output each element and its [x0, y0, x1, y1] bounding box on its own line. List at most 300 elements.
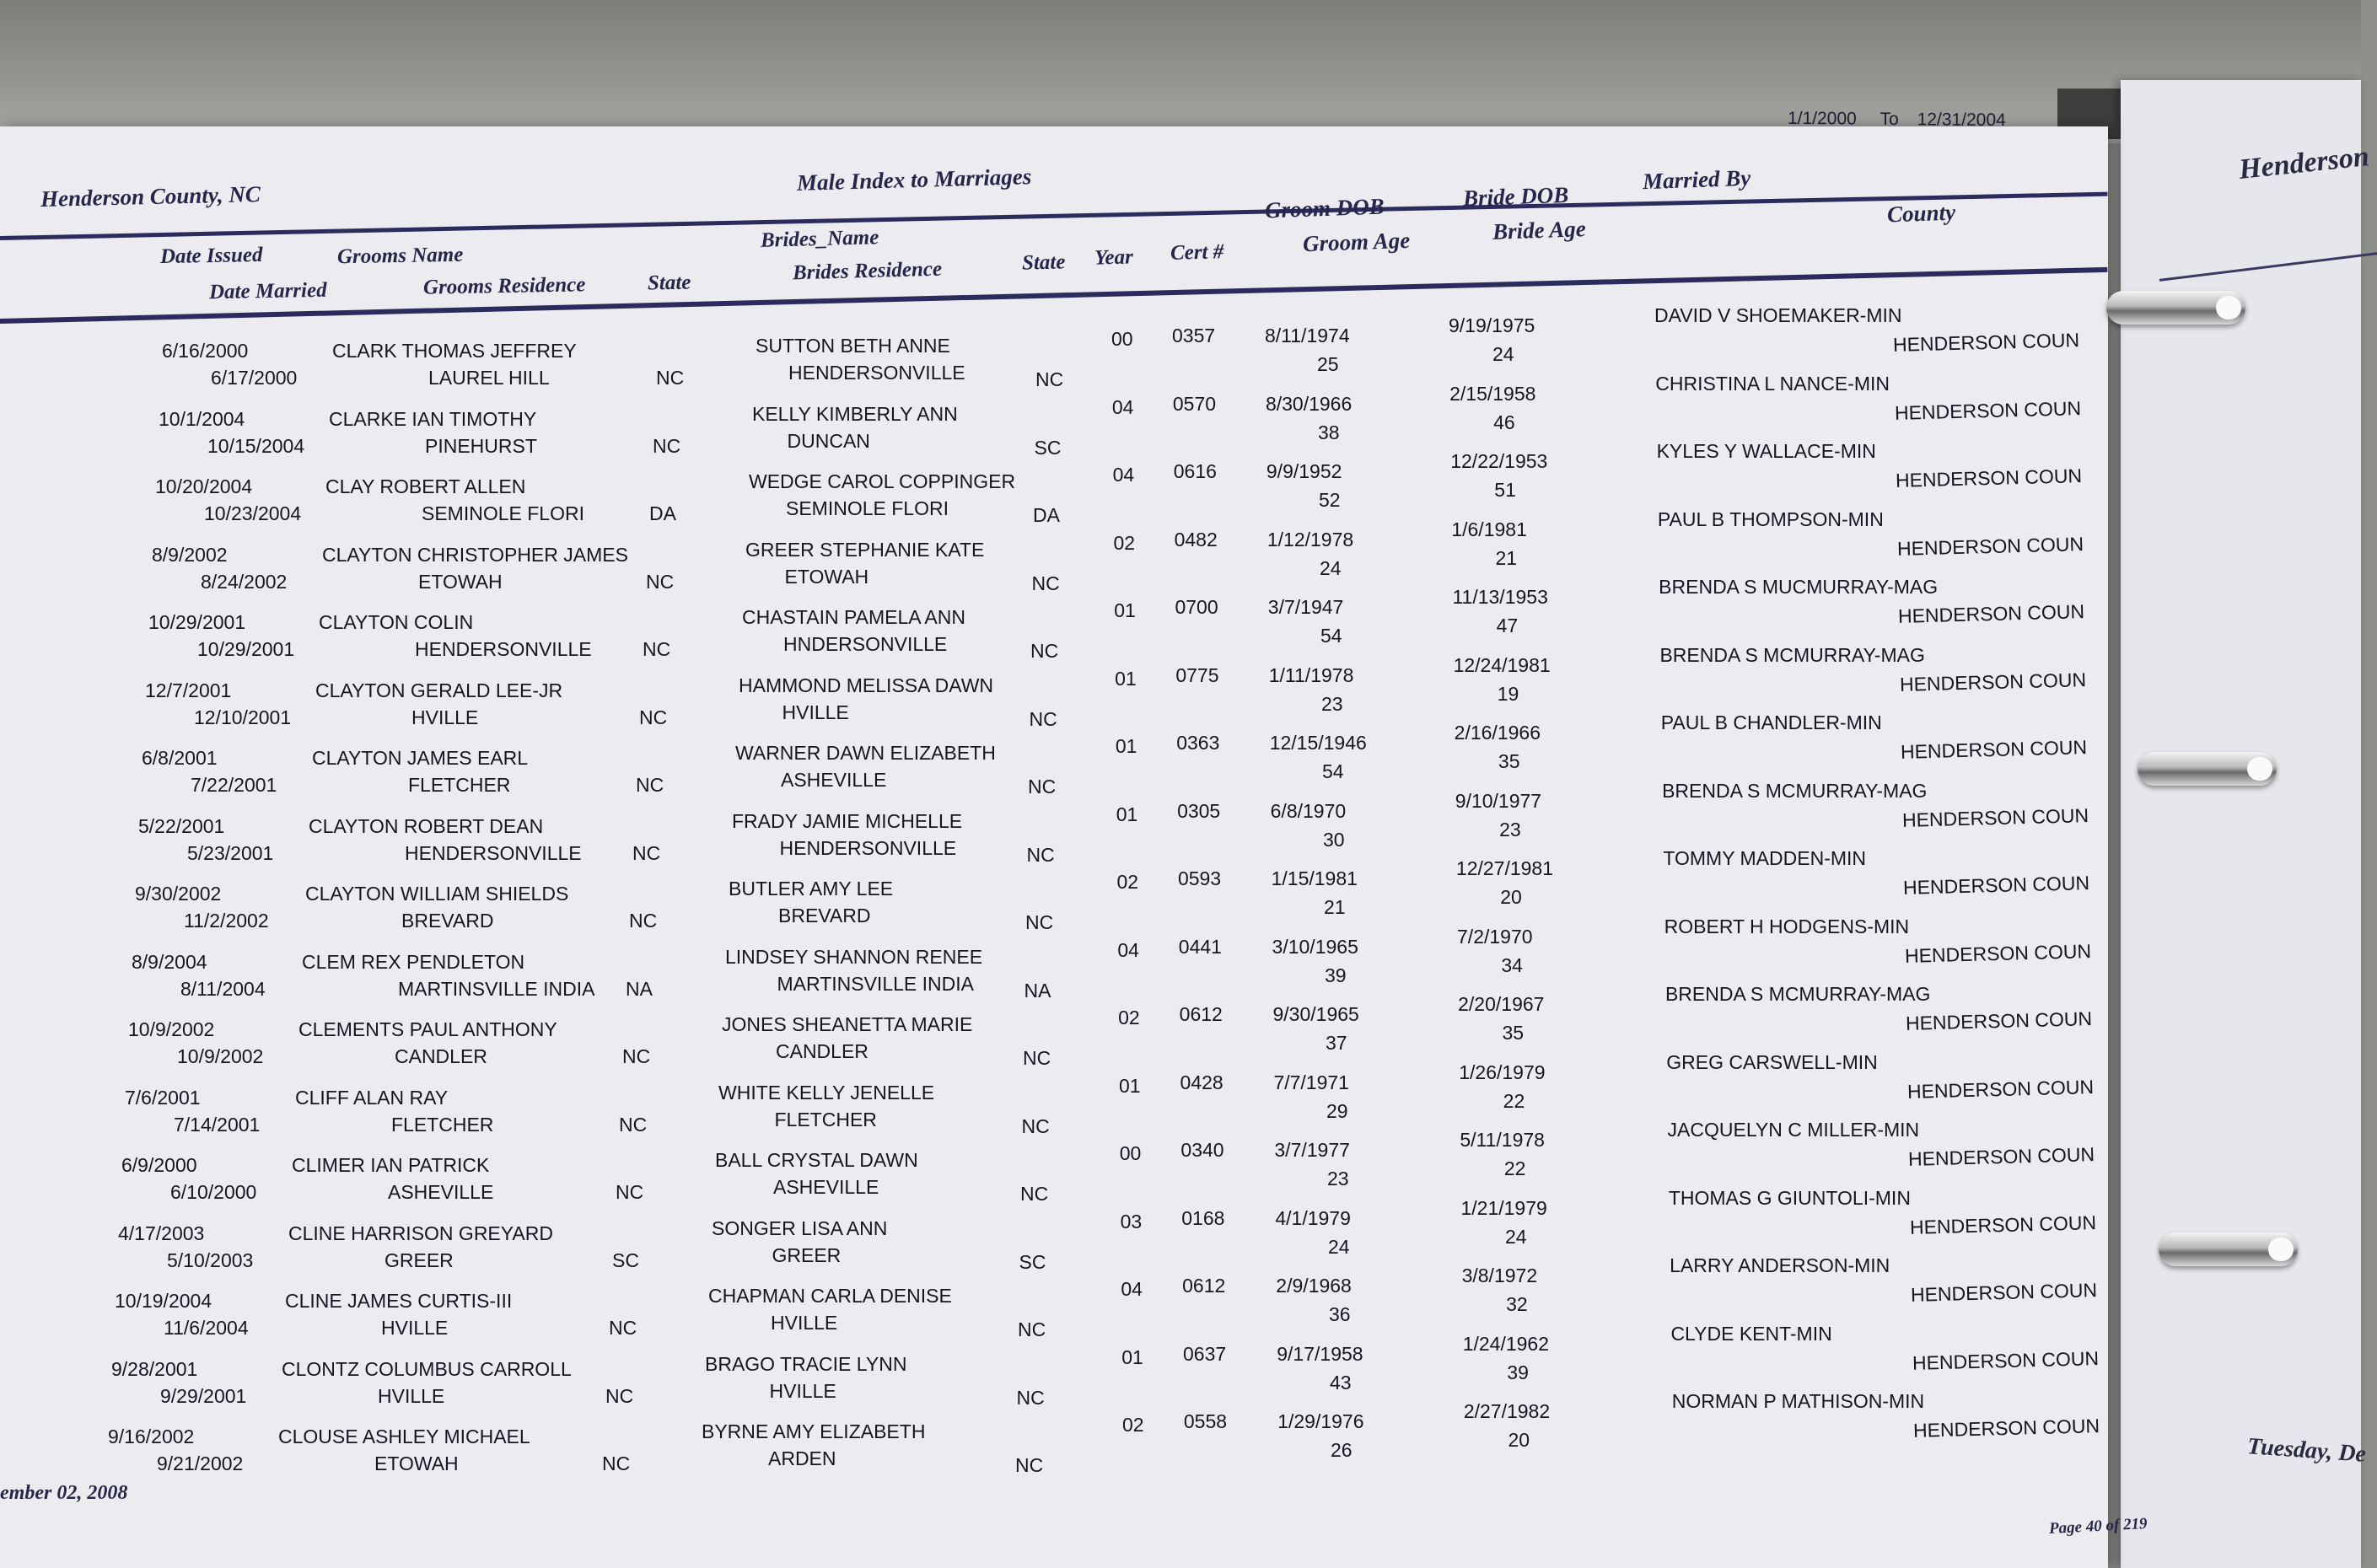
date-married: 10/23/2004	[204, 502, 302, 524]
bride-dob: 1/6/1981	[1451, 518, 1527, 540]
groom-name: CLIFF ALAN RAY	[295, 1086, 449, 1109]
bride-state: NC	[1016, 1386, 1045, 1409]
bride-residence: SEMINOLE FLORI	[786, 497, 949, 519]
date-issued: 4/17/2003	[118, 1222, 205, 1244]
bride-name: WEDGE CAROL COPPINGER	[749, 470, 1016, 492]
county: HENDERSON COUN	[1912, 1415, 2100, 1442]
date-issued: 8/9/2004	[132, 950, 207, 973]
bride-state: NC	[1031, 572, 1060, 594]
bride-name: CHAPMAN CARLA DENISE	[708, 1285, 952, 1307]
groom-dob: 2/9/1968	[1276, 1275, 1352, 1297]
groom-age: 29	[1326, 1099, 1348, 1122]
groom-state: NC	[619, 1113, 648, 1136]
bride-state: NC	[1020, 1183, 1049, 1205]
groom-name: CLAYTON GERALD LEE-JR	[315, 679, 563, 701]
bride-state: DA	[1033, 504, 1060, 526]
bride-name: HAMMOND MELISSA DAWN	[739, 674, 994, 696]
groom-dob: 9/30/1965	[1272, 1003, 1359, 1025]
bride-dob: 7/2/1970	[1457, 925, 1533, 948]
bride-age: 19	[1497, 682, 1519, 705]
col-bride-age: Bride Age	[1492, 216, 1587, 244]
groom-residence: ETOWAH	[374, 1453, 459, 1474]
groom-age: 52	[1318, 489, 1341, 511]
year: 01	[1115, 667, 1137, 690]
bride-residence: FLETCHER	[774, 1108, 877, 1130]
cert-number: 0340	[1180, 1139, 1224, 1161]
cert-number: 0168	[1181, 1206, 1225, 1229]
date-married: 7/14/2001	[174, 1113, 261, 1136]
county: HENDERSON COUN	[1910, 1279, 2098, 1306]
groom-dob: 1/11/1978	[1268, 663, 1354, 686]
county: HENDERSON COUN	[1897, 600, 2085, 627]
married-by: GREG CARSWELL-MIN	[1666, 1050, 1878, 1073]
year: 04	[1121, 1278, 1143, 1300]
groom-state: SC	[612, 1248, 639, 1271]
cert-number: 0558	[1183, 1410, 1228, 1432]
bride-age: 34	[1501, 953, 1523, 976]
date-issued: 10/20/2004	[155, 475, 253, 497]
date-married: 5/23/2001	[187, 841, 274, 864]
print-date: ember 02, 2008	[0, 1482, 128, 1504]
bride-age: 24	[1492, 343, 1514, 365]
date-married: 9/29/2001	[160, 1384, 247, 1407]
groom-name: CLEMENTS PAUL ANTHONY	[298, 1018, 557, 1040]
bride-dob: 11/13/1953	[1452, 586, 1548, 608]
date-issued: 9/28/2001	[111, 1357, 198, 1380]
groom-state: NC	[646, 570, 675, 593]
married-by: DAVID V SHOEMAKER-MIN	[1654, 304, 1902, 326]
groom-name: CLONTZ COLUMBUS CARROLL	[282, 1357, 572, 1380]
bride-age: 23	[1499, 818, 1521, 840]
date-range	[1788, 109, 2006, 131]
col-cert: Cert #	[1170, 240, 1224, 265]
bride-state: NC	[1030, 640, 1059, 662]
county: HENDERSON COUN	[1909, 1211, 2096, 1238]
married-by: PAUL B THOMPSON-MIN	[1657, 507, 1884, 530]
date-married: 11/6/2004	[164, 1317, 249, 1339]
date-married: 6/17/2000	[211, 367, 298, 389]
bride-age: 21	[1495, 546, 1518, 569]
cert-number: 0612	[1179, 1003, 1223, 1025]
cert-number: 0482	[1174, 528, 1218, 550]
groom-residence: HVILLE	[411, 706, 479, 728]
county: HENDERSON COUN	[1907, 1143, 2095, 1170]
groom-age: 39	[1324, 964, 1347, 986]
bride-name: KELLY KIMBERLY ANN	[752, 402, 958, 425]
year: 04	[1117, 938, 1139, 961]
groom-age: 37	[1325, 1032, 1347, 1054]
bride-name: FRADY JAMIE MICHELLE	[732, 809, 963, 832]
col-year: Year	[1094, 245, 1134, 270]
county-title: Henderson County, NC	[40, 181, 261, 212]
groom-state: NC	[656, 367, 685, 389]
page-title: Male Index to Marriages	[796, 164, 1032, 196]
groom-residence: PINEHURST	[425, 434, 537, 457]
county: HENDERSON COUN	[1905, 1007, 2093, 1034]
year: 02	[1113, 531, 1136, 554]
date-married: 10/15/2004	[207, 434, 305, 457]
ledger-page	[0, 108, 2148, 1568]
year: 00	[1111, 328, 1133, 350]
date-issued: 6/8/2001	[142, 747, 218, 769]
groom-age: 30	[1322, 828, 1345, 851]
bride-name: JONES SHEANETTA MARIE	[722, 1013, 973, 1035]
date-issued: 10/29/2001	[148, 611, 246, 633]
bride-dob: 2/20/1967	[1458, 993, 1545, 1015]
groom-dob: 7/7/1971	[1273, 1071, 1349, 1093]
groom-name: CLEM REX PENDLETON	[302, 950, 525, 973]
year: 04	[1111, 395, 1134, 418]
col-groom-dob: Groom DOB	[1264, 193, 1385, 223]
year: 02	[1122, 1414, 1144, 1436]
groom-age: 23	[1320, 692, 1343, 715]
groom-dob: 1/12/1978	[1266, 528, 1354, 550]
groom-dob: 9/17/1958	[1277, 1342, 1363, 1365]
groom-name: CLOUSE ASHLEY MICHAEL	[278, 1426, 530, 1447]
married-by: BRENDA S MCMURRAY-MAG	[1659, 643, 1925, 666]
married-by: CHRISTINA L NANCE-MIN	[1655, 372, 1890, 395]
county: HENDERSON COUN	[1896, 532, 2084, 560]
date-married: 11/2/2002	[184, 910, 269, 932]
groom-age: 24	[1327, 1235, 1350, 1258]
groom-state: DA	[649, 502, 676, 524]
date-married: 8/24/2002	[201, 570, 288, 593]
bride-dob: 12/22/1953	[1450, 450, 1548, 472]
groom-residence: MARTINSVILLE INDIA	[398, 977, 595, 1000]
bride-residence: ETOWAH	[784, 565, 869, 588]
bride-age: 20	[1508, 1429, 1530, 1451]
groom-name: CLAY ROBERT ALLEN	[325, 475, 526, 497]
bride-residence: DUNCAN	[787, 429, 870, 452]
married-by: KYLES Y WALLACE-MIN	[1656, 440, 1876, 462]
year: 01	[1121, 1345, 1143, 1368]
bride-name: SUTTON BETH ANNE	[756, 335, 950, 357]
bride-dob: 9/10/1977	[1455, 789, 1542, 812]
bride-name: CHASTAIN PAMELA ANN	[742, 606, 965, 628]
year: 00	[1119, 1142, 1142, 1164]
date-married: 10/29/2001	[197, 638, 295, 660]
bride-dob: 5/11/1978	[1460, 1129, 1545, 1151]
county: HENDERSON COUN	[1900, 736, 2088, 763]
bride-state: NC	[1015, 1454, 1044, 1476]
groom-residence: GREER	[385, 1248, 454, 1271]
groom-state: NC	[629, 910, 658, 932]
col-date-married: Date Married	[208, 278, 327, 304]
col-county: County	[1886, 199, 1956, 228]
bride-name: LINDSEY SHANNON RENEE	[725, 945, 983, 968]
next-page-footer: Tuesday, De	[2246, 1433, 2367, 1468]
groom-age: 23	[1326, 1168, 1349, 1189]
bride-dob: 2/27/1982	[1463, 1400, 1551, 1422]
cert-number: 0305	[1177, 799, 1221, 822]
col-bride-dob: Bride DOB	[1462, 181, 1569, 212]
groom-age: 36	[1328, 1303, 1351, 1325]
bride-state: NC	[1029, 707, 1057, 730]
groom-age: 43	[1329, 1371, 1352, 1393]
groom-state: NC	[616, 1181, 644, 1203]
bride-state: NC	[1026, 843, 1055, 866]
bride-residence: HVILLE	[771, 1312, 838, 1334]
date-issued: 10/1/2004	[159, 407, 245, 430]
cert-number: 0441	[1178, 935, 1222, 958]
groom-age: 26	[1330, 1439, 1353, 1461]
date-married: 8/11/2004	[180, 977, 266, 1000]
bride-age: 20	[1500, 886, 1522, 908]
date-married: 12/10/2001	[194, 706, 292, 728]
page-number: Page 40 of 219	[2048, 1514, 2148, 1538]
county: HENDERSON COUN	[1894, 396, 2081, 424]
groom-state: NC	[639, 706, 668, 728]
groom-residence: HENDERSONVILLE	[415, 638, 592, 660]
year: 04	[1112, 464, 1135, 486]
bride-state: SC	[1034, 436, 1062, 459]
bride-residence: ASHEVILLE	[781, 769, 887, 791]
bride-name: BRAGO TRACIE LYNN	[705, 1352, 907, 1375]
date-issued: 9/30/2002	[135, 883, 222, 905]
date-issued: 10/19/2004	[115, 1290, 212, 1312]
col-married-by: Married By	[1642, 164, 1751, 195]
bride-state: NA	[1024, 979, 1051, 1001]
groom-state: NC	[602, 1453, 631, 1474]
groom-state: NC	[609, 1317, 637, 1339]
groom-age: 54	[1321, 760, 1344, 782]
cert-number: 0570	[1172, 392, 1217, 415]
groom-dob: 8/30/1966	[1265, 392, 1353, 415]
groom-dob: 9/9/1952	[1266, 460, 1342, 482]
groom-residence: HENDERSONVILLE	[405, 841, 582, 864]
date-issued: 6/16/2000	[162, 340, 249, 362]
bride-age: 51	[1494, 479, 1516, 501]
date-married: 9/21/2002	[157, 1453, 244, 1474]
year: 01	[1116, 803, 1138, 825]
year: 02	[1118, 1007, 1140, 1028]
county: HENDERSON COUN	[1904, 939, 2091, 967]
groom-dob: 8/11/1974	[1265, 325, 1350, 346]
groom-name: CLIMER IAN PATRICK	[292, 1154, 490, 1176]
date-married: 7/22/2001	[191, 774, 277, 796]
groom-dob: 6/8/1970	[1270, 799, 1347, 822]
groom-dob: 3/10/1965	[1272, 935, 1358, 958]
groom-name: CLAYTON COLIN	[319, 611, 474, 633]
groom-name: CLAYTON JAMES EARL	[312, 747, 529, 769]
cert-number: 0700	[1175, 596, 1218, 618]
bride-residence: CANDLER	[776, 1040, 869, 1062]
col-state: State	[647, 271, 691, 295]
bride-name: BYRNE AMY ELIZABETH	[702, 1420, 926, 1442]
bride-state: SC	[1019, 1250, 1046, 1273]
bride-state: NC	[1023, 1047, 1051, 1069]
groom-name: CLAYTON WILLIAM SHIELDS	[305, 883, 569, 905]
next-page-county: Henderson	[2237, 141, 2371, 185]
groom-residence: FLETCHER	[391, 1113, 494, 1136]
groom-dob: 3/7/1947	[1267, 596, 1344, 618]
bride-state: NC	[1028, 776, 1057, 797]
col-brides-residence: Brides Residence	[792, 257, 943, 285]
married-by: JACQUELYN C MILLER-MIN	[1667, 1119, 1920, 1141]
cert-number: 0612	[1182, 1275, 1226, 1297]
married-by: BRENDA S MCMURRAY-MAG	[1662, 779, 1928, 802]
col-grooms-residence: Grooms Residence	[422, 273, 586, 299]
groom-state: NC	[653, 434, 681, 457]
header-rule-top	[0, 192, 2108, 240]
groom-dob: 1/15/1981	[1271, 867, 1358, 889]
bride-dob: 1/24/1962	[1462, 1332, 1550, 1355]
bride-residence: HVILLE	[782, 701, 849, 723]
bride-residence: HNDERSONVILLE	[783, 633, 948, 655]
groom-residence: CANDLER	[395, 1045, 487, 1067]
groom-name: CLAYTON ROBERT DEAN	[309, 814, 544, 837]
bride-dob: 2/15/1958	[1449, 382, 1536, 405]
groom-dob: 4/1/1979	[1275, 1206, 1351, 1229]
groom-state: NC	[632, 841, 661, 864]
groom-residence: LAUREL HILL	[428, 367, 550, 389]
date-married: 10/9/2002	[177, 1045, 264, 1067]
date-married: 5/10/2003	[167, 1248, 254, 1271]
groom-residence: HVILLE	[381, 1317, 449, 1339]
groom-name: CLINE JAMES CURTIS-III	[285, 1290, 513, 1312]
bride-state: NC	[1018, 1318, 1046, 1340]
bride-residence: GREER	[772, 1243, 842, 1266]
date-from: 1/1/2000	[1787, 108, 1857, 129]
groom-dob: 3/7/1977	[1274, 1139, 1350, 1161]
bride-dob: 1/26/1979	[1459, 1061, 1546, 1083]
bride-name: BALL CRYSTAL DAWN	[715, 1149, 918, 1171]
cert-number: 0428	[1180, 1071, 1223, 1093]
bride-state: NC	[1025, 911, 1054, 933]
married-by: THOMAS G GIUNTOLI-MIN	[1668, 1186, 1911, 1209]
bride-age: 24	[1504, 1225, 1527, 1248]
groom-age: 38	[1317, 421, 1340, 443]
county: HENDERSON COUN	[1902, 872, 2090, 899]
bride-name: SONGER LISA ANN	[712, 1216, 888, 1239]
bride-residence: HVILLE	[769, 1379, 836, 1402]
bride-residence: MARTINSVILLE INDIA	[777, 972, 974, 995]
county: HENDERSON COUN	[1906, 1075, 2094, 1103]
groom-age: 25	[1317, 353, 1339, 375]
groom-dob: 1/29/1976	[1277, 1410, 1364, 1432]
date-issued: 7/6/2001	[125, 1086, 201, 1109]
groom-age: 54	[1320, 625, 1342, 647]
date-issued: 12/7/2001	[145, 679, 232, 701]
bride-age: 46	[1493, 411, 1515, 433]
groom-state: NC	[636, 774, 664, 796]
cert-number: 0637	[1183, 1342, 1227, 1365]
married-by: CLYDE KENT-MIN	[1670, 1322, 1832, 1345]
groom-residence: BREVARD	[401, 910, 494, 932]
bride-name: WHITE KELLY JENELLE	[718, 1081, 935, 1104]
groom-dob: 12/15/1946	[1269, 732, 1367, 754]
year: 03	[1120, 1210, 1143, 1232]
county: HENDERSON COUN	[1892, 329, 2080, 356]
date-issued: 5/22/2001	[138, 814, 225, 837]
bride-age: 32	[1506, 1293, 1528, 1315]
date-issued: 9/16/2002	[108, 1426, 195, 1447]
cert-number: 0357	[1172, 325, 1216, 346]
bride-age: 22	[1503, 1157, 1526, 1179]
year: 01	[1118, 1074, 1141, 1097]
date-issued: 6/9/2000	[121, 1154, 197, 1176]
year: 01	[1115, 735, 1137, 757]
date-issued: 10/9/2002	[128, 1018, 215, 1040]
married-by: NORMAN P MATHISON-MIN	[1671, 1390, 1925, 1412]
groom-name: CLARKE IAN TIMOTHY	[329, 407, 537, 430]
date-to: 12/31/2004	[1917, 110, 2006, 131]
bride-age: 35	[1498, 750, 1520, 772]
groom-name: CLARK THOMAS JEFFREY	[332, 340, 577, 362]
bride-residence: BREVARD	[778, 905, 871, 926]
cert-number: 0593	[1177, 867, 1222, 889]
groom-state: NC	[643, 638, 671, 660]
groom-state: NC	[605, 1384, 634, 1407]
groom-state: NA	[626, 977, 653, 1000]
bride-residence: HENDERSONVILLE	[788, 362, 965, 384]
bride-dob: 1/21/1979	[1460, 1196, 1547, 1219]
county: HENDERSON COUN	[1895, 464, 2083, 491]
bride-age: 39	[1507, 1361, 1529, 1383]
bride-name: WARNER DAWN ELIZABETH	[735, 742, 996, 764]
bride-name: GREER STEPHANIE KATE	[745, 538, 985, 561]
col-groom-age: Groom Age	[1302, 227, 1411, 257]
groom-age: 24	[1319, 556, 1342, 579]
groom-name: CLINE HARRISON GREYARD	[288, 1222, 553, 1244]
date-issued: 8/9/2002	[152, 543, 228, 566]
binder-ring-top	[2106, 291, 2245, 325]
married-by: PAUL B CHANDLER-MIN	[1660, 712, 1882, 733]
county: HENDERSON COUN	[1899, 668, 2086, 695]
col-brides-name: Brides_Name	[760, 226, 879, 252]
groom-residence: ETOWAH	[418, 570, 503, 593]
bride-age: 35	[1502, 1022, 1525, 1044]
bride-age: 22	[1503, 1089, 1525, 1112]
married-by: BRENDA S MUCMURRAY-MAG	[1659, 576, 1939, 598]
groom-state: NC	[622, 1045, 651, 1067]
groom-name: CLAYTON CHRISTOPHER JAMES	[322, 543, 628, 566]
binder-ring-bottom	[2159, 1232, 2298, 1266]
date-married: 6/10/2000	[170, 1181, 257, 1203]
bride-dob: 2/16/1966	[1454, 722, 1541, 744]
year: 01	[1114, 599, 1136, 621]
married-by: TOMMY MADDEN-MIN	[1663, 847, 1867, 869]
married-by: ROBERT H HODGENS-MIN	[1664, 915, 1910, 937]
cert-number: 0363	[1176, 732, 1220, 754]
cert-number: 0775	[1175, 663, 1219, 686]
married-by: BRENDA S MCMURRAY-MAG	[1664, 983, 1931, 1005]
bride-residence: HENDERSONVILLE	[779, 836, 957, 859]
bride-dob: 9/19/1975	[1449, 314, 1535, 336]
bride-residence: ARDEN	[768, 1447, 836, 1469]
groom-age: 21	[1323, 896, 1346, 918]
county: HENDERSON COUN	[1912, 1346, 2099, 1374]
col-date-issued: Date Issued	[159, 243, 263, 269]
bride-age: 47	[1496, 615, 1519, 636]
bride-dob: 3/8/1972	[1461, 1265, 1538, 1286]
bride-name: BUTLER AMY LEE	[729, 878, 894, 899]
bride-state: NC	[1021, 1114, 1050, 1137]
bride-dob: 12/27/1981	[1455, 857, 1554, 879]
groom-residence: HVILLE	[378, 1384, 445, 1407]
bride-state: NC	[1035, 368, 1064, 390]
married-by: LARRY ANDERSON-MIN	[1670, 1254, 1890, 1276]
col-grooms-name: Grooms Name	[336, 243, 464, 269]
groom-residence: SEMINOLE FLORI	[422, 502, 584, 524]
next-page-rule	[2159, 252, 2377, 282]
col-state-2: State	[1021, 250, 1066, 275]
year: 02	[1116, 871, 1139, 893]
date-to-label: To	[1880, 109, 1899, 130]
groom-residence: ASHEVILLE	[388, 1181, 494, 1203]
binder-ring-middle	[2138, 752, 2277, 786]
groom-residence: FLETCHER	[408, 774, 511, 796]
